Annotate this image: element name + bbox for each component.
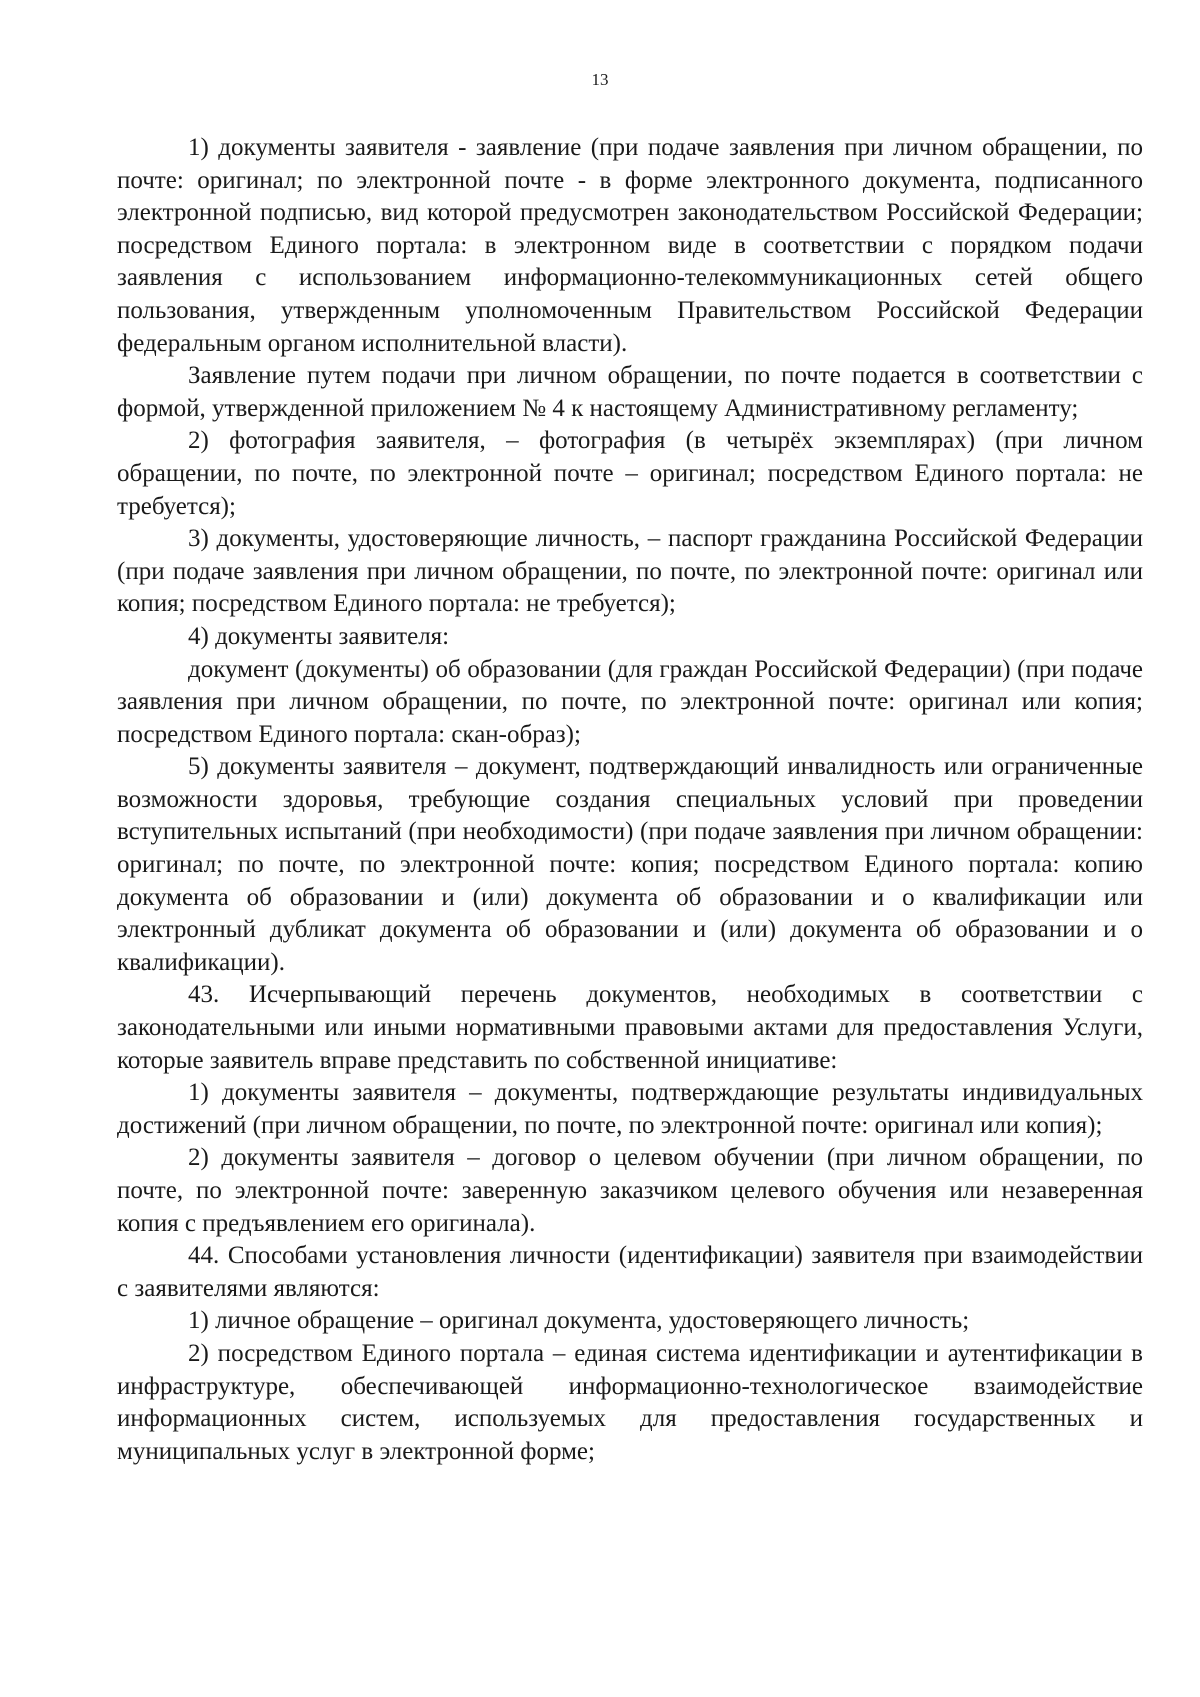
paragraph-section-43: 43. Исчерпывающий перечень документов, необходимых в соответствии с законодательными или иными нормативными правовыми актами для предоставления Услуги, которые заявитель вправе представить по собственной инициативе: — [117, 981, 1143, 1074]
paragraph-section-43-item-1: 1) документы заявителя – документы, подтверждающие результаты индивидуальных достижений (при личном обращении, по почте, по электронной почте: оригинал или копия); — [117, 1079, 1143, 1139]
paragraph-item-4-applicant-documents: 4) документы заявителя: — [188, 622, 450, 650]
paragraph-application-form: Заявление путем подачи при личном обращении, по почте подается в соответствии с формой, утвержденной приложением № 4 к настоящему Административному регламенту; — [117, 362, 1143, 422]
paragraph-section-43-item-2: 2) документы заявителя – договор о целевом обучении (при личном обращении, по почте, по электронной почте: заверенную заказчиком целевого обучения или незаверенная копия с предъявлением его оригинала). — [117, 1144, 1143, 1237]
paragraph-section-44: 44. Способами установления личности (идентификации) заявителя при взаимодействии с заявителями являются: — [117, 1242, 1143, 1302]
paragraph-item-1-applicant-documents: 1) документы заявителя - заявление (при подаче заявления при личном обращении, по почте: оригинал; по электронной почте - в форме электронного документа, подписанного электронной подписью, вид которой предусмотрен законодательством Российской Федерации; посредством Единого портала: в электронном виде в соответствии с порядком подачи заявления с использованием информационно-телекоммуникационных сетей общего пользования, утвержденным уполномоченным Правительством Российской Федерации федеральным органом исполнительной власти). — [117, 134, 1143, 357]
paragraph-section-44-item-1: 1) личное обращение – оригинал документа, удостоверяющего личность; — [188, 1307, 970, 1335]
paragraph-education-documents: документ (документы) об образовании (для граждан Российской Федерации) (при подаче заявления при личном обращении, по почте, по электронной почте: оригинал или копия; посредством Единого портала: скан-образ); — [117, 655, 1143, 748]
document-body — [117, 132, 1143, 1468]
paragraph-item-2-photo: 2) фотография заявителя, – фотография (в четырёх экземплярах) (при личном обращении, по почте, по электронной почте – оригинал; посредством Единого портала: не требуется); — [117, 427, 1143, 520]
paragraph-section-44-item-2: 2) посредством Единого портала – единая система идентификации и аутентификации в инфраструктуре, обеспечивающей информационно-технологическое взаимодействие информационных систем, используемых для предоставления государственных и муниципальных услуг в электронной форме; — [117, 1339, 1143, 1465]
paragraph-item-5-disability-documents: 5) документы заявителя – документ, подтверждающий инвалидность или ограниченные возможности здоровья, требующие создания специальных условий при проведении вступительных испытаний (при необходимости) (при подаче заявления при личном обращении: оригинал; по почте, по электронной почте: копия; посредством Единого портала: копию документа об образовании и (или) документа об образовании и о квалификации или электронный дубликат документа об образовании и (или) документа об образовании и о квалификации). — [117, 753, 1143, 976]
paragraph-item-3-identity-documents: 3) документы, удостоверяющие личность, – паспорт гражданина Российской Федерации (при подаче заявления при личном обращении, по почте, по электронной почте: оригинал или копия; посредством Единого портала: не требуется); — [117, 525, 1143, 618]
page-number: 13 — [591, 70, 609, 89]
